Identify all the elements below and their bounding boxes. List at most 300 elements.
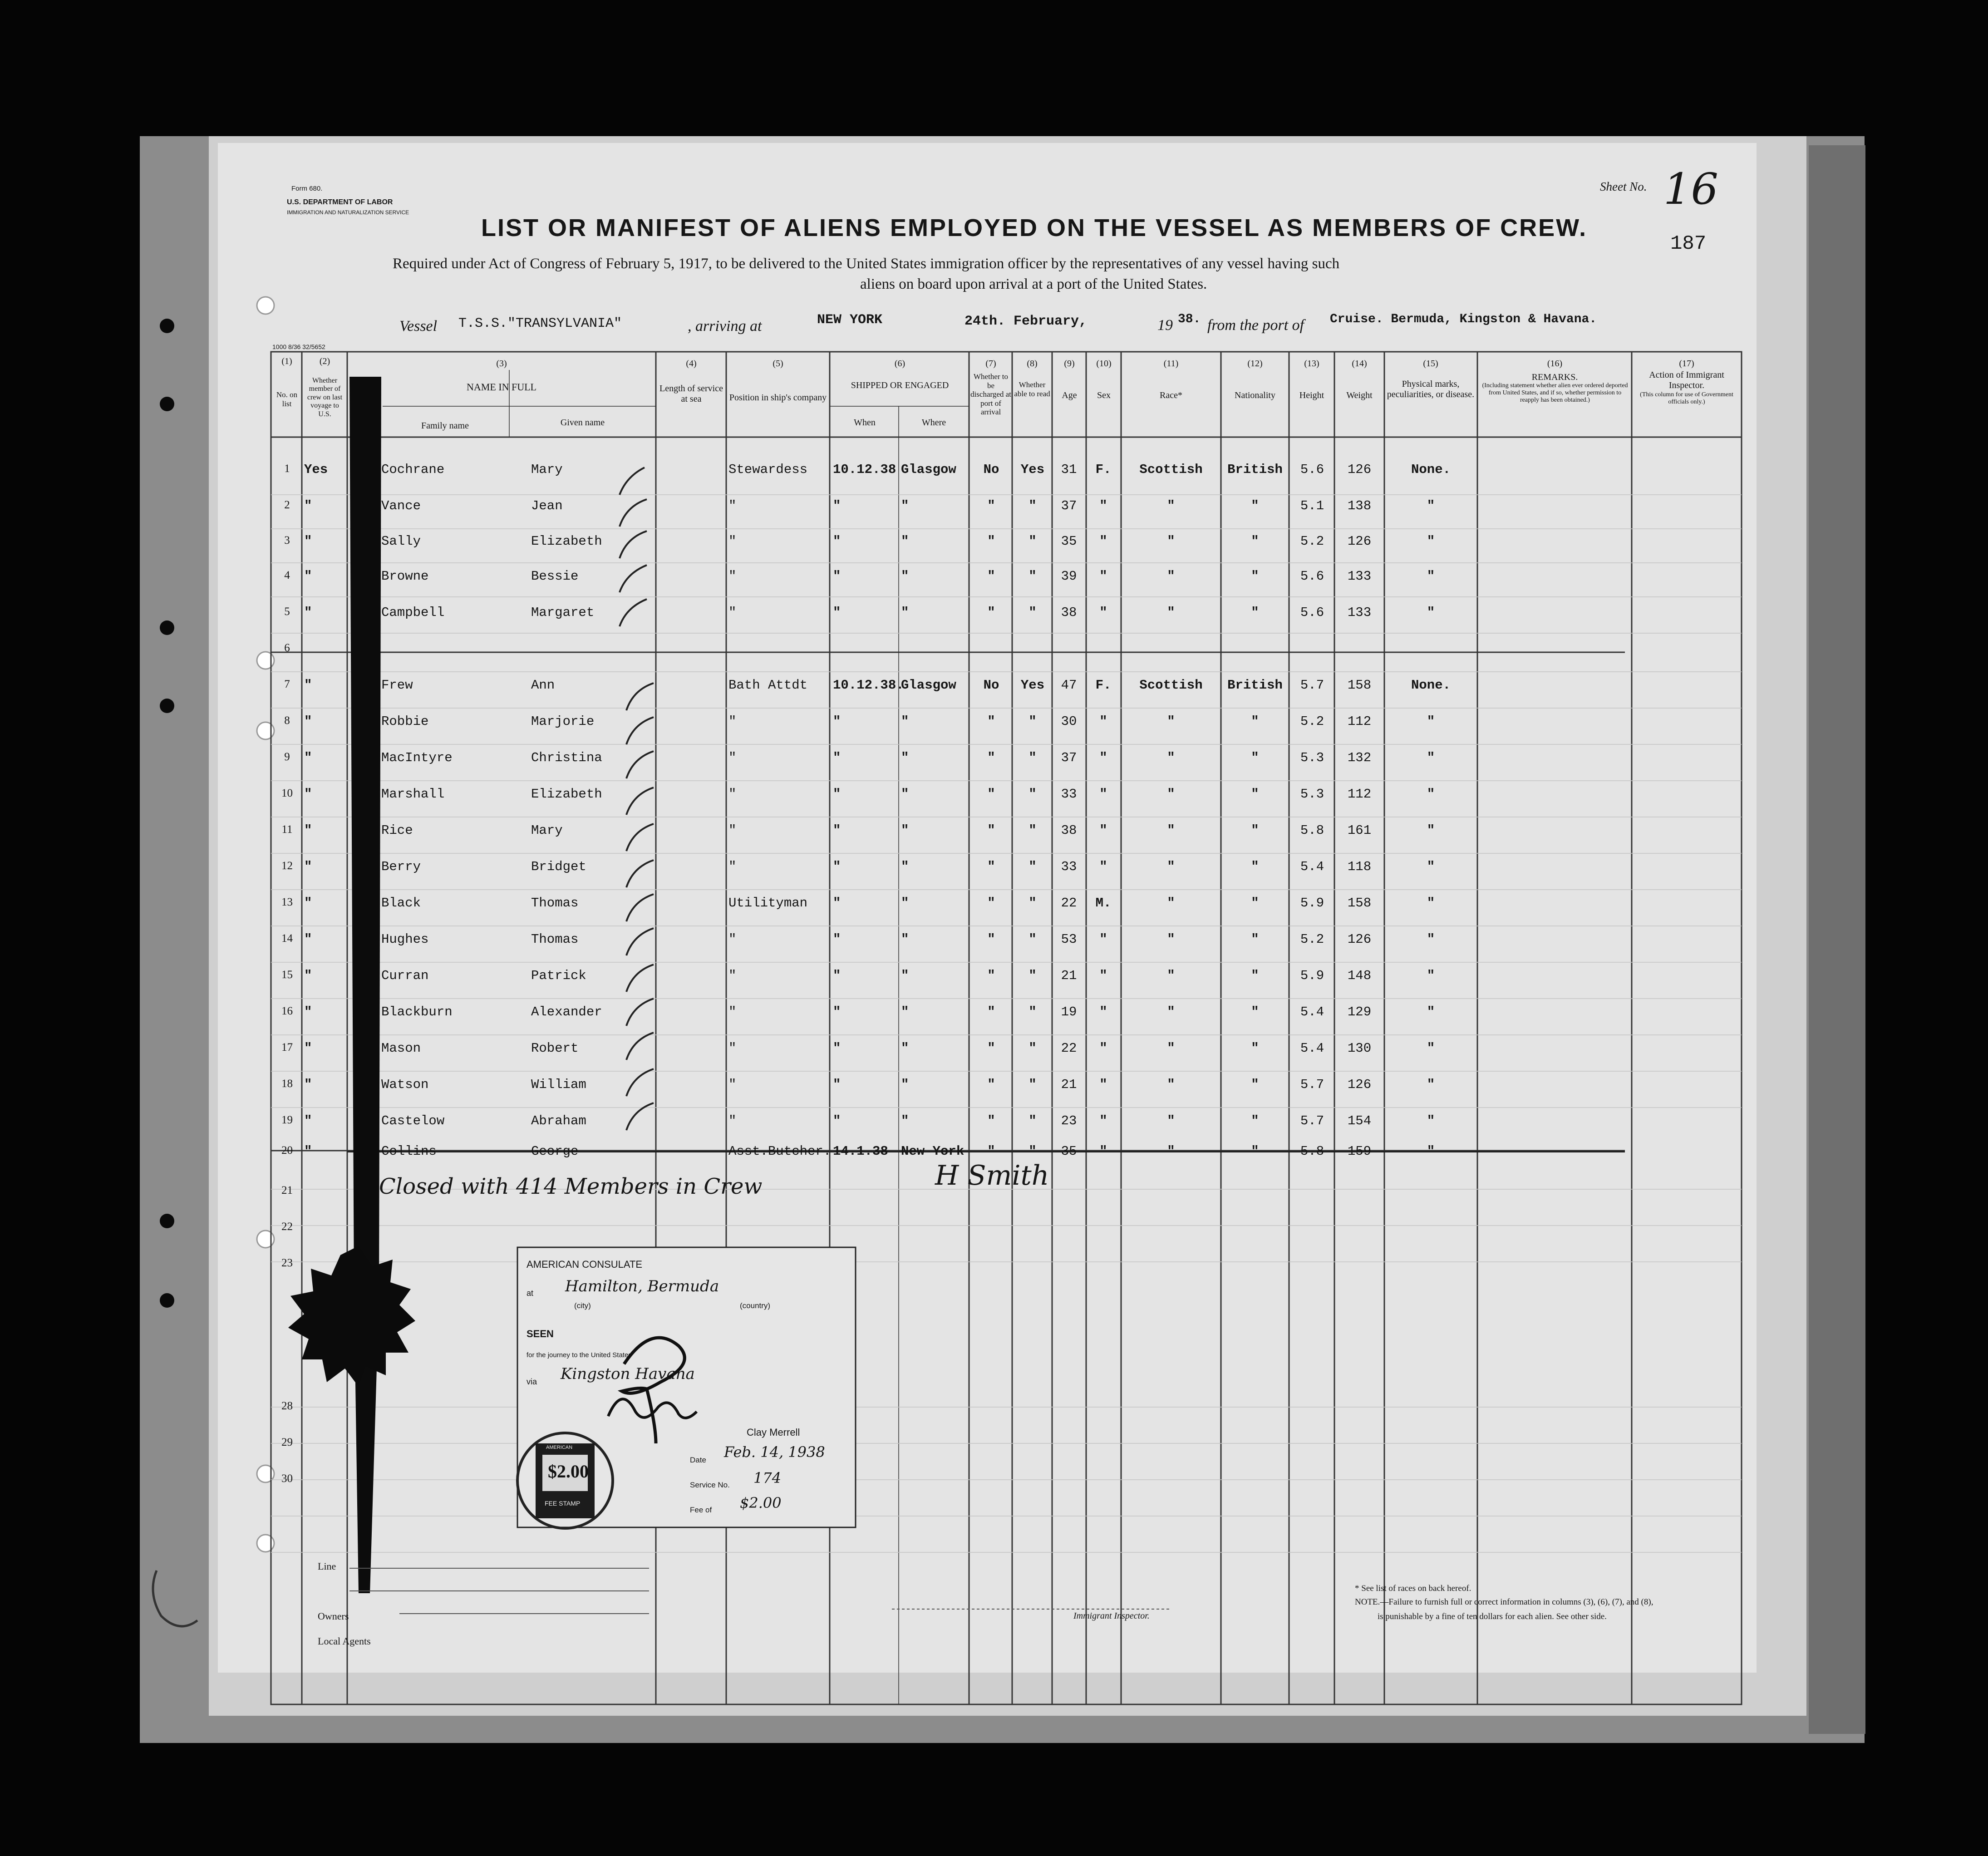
cell-no: 10 [281, 787, 293, 799]
cell-discharge: " [987, 1113, 995, 1128]
col-given-name: Given name [560, 418, 605, 428]
cell-family: Campbell [381, 605, 445, 620]
cell-given: Bessie [531, 569, 579, 584]
visa-date-label: Date [690, 1456, 706, 1464]
cell-nationality: " [1251, 1113, 1259, 1128]
col-num: (7) [985, 359, 996, 369]
cell-position: " [728, 1004, 737, 1019]
cell-no: 13 [281, 896, 293, 908]
city-label: (city) [574, 1301, 591, 1310]
cell-age: 38 [1061, 823, 1077, 838]
cell-read: " [1028, 1077, 1037, 1092]
cell-weight: 126 [1347, 1077, 1372, 1092]
cell-when: 10.12.38. [833, 678, 904, 693]
col-no-on-list: No. on list [276, 390, 298, 408]
vessel-label: Vessel [399, 318, 438, 335]
cell-no: 16 [281, 1005, 293, 1017]
cell-family: Cochrane [381, 462, 445, 477]
cell-given: William [531, 1077, 586, 1092]
col-shipped-engaged: SHIPPED OR ENGAGED [851, 380, 949, 390]
cell-no: 6 [284, 642, 290, 654]
cell-when: " [833, 714, 841, 729]
cell-no: 7 [284, 678, 290, 690]
cell-where: " [901, 534, 909, 549]
cell-race: " [1167, 1113, 1175, 1128]
cell-given: Marjorie [531, 714, 595, 729]
cell-when: 10.12.38 [833, 462, 896, 477]
seen-label: SEEN [527, 1328, 554, 1339]
cell-sex: " [1099, 605, 1107, 620]
year-prefix: 19 [1157, 317, 1173, 334]
col-num: (2) [319, 356, 330, 366]
cell-race: " [1167, 569, 1175, 584]
col-remarks: REMARKS. [1531, 372, 1578, 382]
arrival-port: NEW YORK [817, 312, 883, 328]
cell-read: " [1028, 750, 1037, 765]
cell-member: " [304, 859, 312, 874]
col-race: Race* [1160, 390, 1182, 400]
cell-given: Elizabeth [531, 787, 602, 802]
cell-when: " [833, 498, 841, 513]
cell-weight: 161 [1347, 823, 1372, 838]
cell-weight: 112 [1347, 714, 1372, 729]
cell-given: Ann [531, 678, 555, 693]
cell-nationality: " [1251, 823, 1259, 838]
cell-no: 1 [284, 463, 290, 475]
cell-discharge: " [987, 1077, 995, 1092]
cell-race: Scottish [1139, 678, 1203, 693]
cell-height: 5.9 [1300, 968, 1324, 983]
cell-where: " [901, 968, 909, 983]
cell-marks: " [1427, 605, 1435, 620]
cell-weight: 130 [1347, 1041, 1372, 1056]
via-route: Kingston Havana [561, 1365, 695, 1383]
via-label: via [527, 1377, 537, 1386]
cell-no: 8 [284, 714, 290, 727]
cell-marks: " [1427, 787, 1435, 802]
cell-no: 4 [284, 569, 290, 581]
cell-age: 30 [1061, 714, 1077, 729]
cell-member: " [304, 823, 312, 838]
cell-when: " [833, 750, 841, 765]
cell-position: Stewardess [728, 462, 808, 477]
cell-nationality: " [1251, 605, 1259, 620]
cell-where: " [901, 787, 909, 802]
cell-read: " [1028, 569, 1037, 584]
cell-discharge: " [987, 750, 995, 765]
cell-age: 21 [1061, 1077, 1077, 1092]
cell-race: " [1167, 932, 1175, 947]
cell-sex: " [1099, 569, 1107, 584]
cell-height: 5.9 [1300, 896, 1324, 911]
col-num: (6) [894, 359, 905, 369]
cell-age: 47 [1061, 678, 1077, 693]
cell-where: " [901, 823, 909, 838]
cell-when: " [833, 859, 841, 874]
cell-nationality: " [1251, 787, 1259, 802]
backing-sheet-edge [1809, 145, 1865, 1734]
row-number: 23 [281, 1257, 293, 1269]
cell-discharge: " [987, 569, 995, 584]
department: U.S. DEPARTMENT OF LABOR [287, 198, 393, 206]
cell-family: Curran [381, 968, 429, 983]
cell-family: Frew [381, 678, 413, 693]
cell-family: Marshall [381, 787, 445, 802]
col-num: (8) [1027, 359, 1038, 369]
cell-family: Collins [381, 1144, 437, 1159]
cell-age: 37 [1061, 750, 1077, 765]
col-sex: Sex [1097, 390, 1111, 400]
cell-nationality: " [1251, 1041, 1259, 1056]
cell-no: 15 [281, 969, 293, 981]
cell-discharge: " [987, 1004, 995, 1019]
cell-when: " [833, 534, 841, 549]
cell-where: " [901, 605, 909, 620]
print-code: 1000 8/36 32/5652 [272, 343, 325, 350]
cell-discharge: " [987, 1041, 995, 1056]
cell-race: " [1167, 498, 1175, 513]
col-age: Age [1062, 390, 1077, 400]
cell-given: Jean [531, 498, 563, 513]
cell-family: Black [381, 896, 421, 911]
cell-family: Mason [381, 1041, 421, 1056]
col-num: (14) [1352, 359, 1367, 369]
col-position: Position in ship's company [729, 393, 827, 403]
cell-family: Castelow [381, 1113, 445, 1128]
cell-nationality: " [1251, 750, 1259, 765]
cell-read: " [1028, 1041, 1037, 1056]
col-num: (12) [1247, 359, 1263, 369]
cell-sex: " [1099, 1144, 1107, 1159]
cell-where: " [901, 714, 909, 729]
cell-height: 5.4 [1300, 1004, 1324, 1019]
cell-when: " [833, 1113, 841, 1128]
cell-no: 18 [281, 1078, 293, 1090]
cell-weight: 148 [1347, 968, 1372, 983]
cell-race: " [1167, 823, 1175, 838]
col-length-of-service: Length of service at sea [659, 384, 723, 404]
cell-discharge: " [987, 714, 995, 729]
cell-discharge: " [987, 498, 995, 513]
closing-note: Closed with 414 Members in Crew [379, 1174, 763, 1199]
cell-discharge: No [983, 678, 999, 693]
cell-family: Sally [381, 534, 421, 549]
cell-race: " [1167, 605, 1175, 620]
cell-race: " [1167, 787, 1175, 802]
cell-marks: " [1427, 498, 1435, 513]
arriving-label: , arriving at [688, 318, 762, 335]
consulate-location: Hamilton, Bermuda [565, 1277, 719, 1295]
cell-read: " [1028, 823, 1037, 838]
cell-family: Robbie [381, 714, 429, 729]
cell-discharge: No [983, 462, 999, 477]
cell-age: 19 [1061, 1004, 1077, 1019]
col-num: (15) [1423, 359, 1438, 369]
cell-position: " [728, 714, 737, 729]
cell-family: MacIntyre [381, 750, 453, 765]
consulate-at-label: at [527, 1289, 534, 1298]
cell-weight: 118 [1347, 859, 1372, 874]
cell-where: New York [901, 1144, 964, 1159]
cell-where: " [901, 1041, 909, 1056]
cell-no: 2 [284, 499, 290, 511]
cell-marks: " [1427, 1144, 1435, 1159]
cell-nationality: " [1251, 569, 1259, 584]
cell-age: 33 [1061, 859, 1077, 874]
fee-amount: $2.00 [740, 1494, 782, 1511]
cell-sex: " [1099, 968, 1107, 983]
cell-member: " [304, 1041, 312, 1056]
cell-height: 5.2 [1300, 932, 1324, 947]
form-number: Form 680. [291, 185, 323, 192]
cell-height: 5.2 [1300, 714, 1324, 729]
cell-read: " [1028, 714, 1037, 729]
cell-height: 5.1 [1300, 498, 1324, 513]
cell-sex: " [1099, 534, 1107, 549]
cell-nationality: " [1251, 498, 1259, 513]
footer-races-note: * See list of races on back hereof. [1355, 1584, 1471, 1593]
cell-member: " [304, 534, 312, 549]
cell-where: " [901, 750, 909, 765]
cell-sex: " [1099, 932, 1107, 947]
cell-sex: " [1099, 859, 1107, 874]
cell-family: Browne [381, 569, 429, 584]
cell-weight: 132 [1347, 750, 1372, 765]
cell-member: " [304, 1144, 312, 1159]
service-no-label: Service No. [690, 1481, 730, 1489]
cell-given: Robert [531, 1041, 579, 1056]
stamp-bottom: FEE STAMP [545, 1500, 581, 1507]
col-inspector-action: Action of Immigrant Inspector. [1649, 370, 1724, 390]
cell-sex: " [1099, 714, 1107, 729]
col-name-in-full: NAME IN FULL [467, 381, 536, 393]
cell-race: " [1167, 1144, 1175, 1159]
cell-weight: 126 [1347, 462, 1372, 477]
cell-position: " [728, 1041, 737, 1056]
cell-read: " [1028, 859, 1037, 874]
cell-marks: " [1427, 1077, 1435, 1092]
cell-when: " [833, 896, 841, 911]
cell-marks: " [1427, 859, 1435, 874]
cell-weight: 129 [1347, 1004, 1372, 1019]
cell-given: Thomas [531, 932, 579, 947]
cell-given: Margaret [531, 605, 595, 620]
cell-race: " [1167, 1004, 1175, 1019]
cell-nationality: " [1251, 1144, 1259, 1159]
consular-officer: Clay Merrell [747, 1427, 800, 1438]
journey-label: for the journey to the United States [527, 1351, 632, 1359]
subtitle-line-2: aliens on board upon arrival at a port of the United States. [860, 276, 1207, 292]
cell-age: 33 [1061, 787, 1077, 802]
col-inspector-note: (This column for use of Government officials only.) [1640, 391, 1733, 406]
service: IMMIGRATION AND NATURALIZATION SERVICE [287, 209, 409, 216]
cell-weight: 112 [1347, 787, 1372, 802]
cell-age: 35 [1061, 1144, 1077, 1159]
cell-race: " [1167, 1041, 1175, 1056]
cell-read: " [1028, 968, 1037, 983]
cell-height: 5.6 [1300, 462, 1324, 477]
fee-label: Fee of [690, 1506, 712, 1514]
cell-member: " [304, 750, 312, 765]
cell-nationality: " [1251, 932, 1259, 947]
col-num: (16) [1547, 359, 1563, 369]
cell-where: " [901, 896, 909, 911]
cell-height: 5.4 [1300, 1041, 1324, 1056]
cell-race: Scottish [1139, 462, 1203, 477]
cell-member: " [304, 678, 312, 693]
cell-discharge: " [987, 823, 995, 838]
row-number: 22 [281, 1221, 293, 1233]
row-number: 30 [281, 1472, 293, 1485]
cell-no: 20 [281, 1144, 293, 1157]
manifest-title: LIST OR MANIFEST OF ALIENS EMPLOYED ON THE VESSEL AS MEMBERS OF CREW. [481, 214, 1588, 241]
cell-discharge: " [987, 605, 995, 620]
cell-where: " [901, 1113, 909, 1128]
cell-nationality: " [1251, 859, 1259, 874]
cell-nationality: " [1251, 968, 1259, 983]
col-num: (1) [281, 356, 292, 366]
cell-where: Glasgow [901, 462, 956, 477]
sheet-number: 16 [1663, 164, 1718, 214]
cell-nationality: " [1251, 1077, 1259, 1092]
cell-when: " [833, 968, 841, 983]
col-when: When [854, 418, 876, 428]
cell-family: Watson [381, 1077, 429, 1092]
cell-member: " [304, 1077, 312, 1092]
cell-marks: None. [1411, 462, 1451, 477]
cell-marks: " [1427, 1004, 1435, 1019]
cell-nationality: " [1251, 534, 1259, 549]
cell-position: " [728, 605, 737, 620]
cell-weight: 158 [1347, 678, 1372, 693]
cell-discharge: " [987, 859, 995, 874]
cell-height: 5.8 [1300, 1144, 1324, 1159]
cell-read: Yes [1020, 678, 1045, 693]
cell-discharge: " [987, 968, 995, 983]
cell-nationality: British [1227, 462, 1283, 477]
cell-weight: 133 [1347, 605, 1372, 620]
cell-no: 14 [281, 932, 293, 945]
cell-sex: F. [1095, 678, 1112, 693]
cell-where: " [901, 498, 909, 513]
year-suffix: 38. [1178, 312, 1201, 326]
cell-marks: " [1427, 1041, 1435, 1056]
cell-age: 21 [1061, 968, 1077, 983]
cell-nationality: " [1251, 896, 1259, 911]
cell-age: 31 [1061, 462, 1077, 477]
cell-height: 5.3 [1300, 787, 1324, 802]
cell-discharge: " [987, 534, 995, 549]
cell-when: " [833, 787, 841, 802]
cell-member: " [304, 1004, 312, 1019]
cell-where: " [901, 569, 909, 584]
cell-height: 5.4 [1300, 859, 1324, 874]
col-height: Height [1299, 390, 1324, 400]
cell-height: 5.6 [1300, 569, 1324, 584]
cell-member: " [304, 968, 312, 983]
col-able-to-read: Whether able to read [1014, 380, 1050, 398]
cell-discharge: " [987, 787, 995, 802]
cell-given: Thomas [531, 896, 579, 911]
col-family-name: Family name [421, 421, 469, 431]
cell-marks: " [1427, 534, 1435, 549]
cell-given: Abraham [531, 1113, 586, 1128]
cell-member: " [304, 896, 312, 911]
col-num: (17) [1679, 359, 1694, 369]
cell-member: " [304, 932, 312, 947]
cell-read: " [1028, 1144, 1037, 1159]
cell-given: Elizabeth [531, 534, 602, 549]
page-stamp: 187 [1670, 232, 1707, 255]
country-label: (country) [740, 1301, 771, 1310]
col-physical-marks: Physical marks, peculiarities, or disease. [1387, 379, 1475, 399]
cell-race: " [1167, 968, 1175, 983]
cell-marks: " [1427, 714, 1435, 729]
cell-no: 11 [281, 823, 293, 836]
cell-when: " [833, 1077, 841, 1092]
col-discharged: Whether to be discharged at port of arrival [970, 372, 1011, 417]
cell-discharge: " [987, 932, 995, 947]
cell-position: " [728, 534, 737, 549]
cell-family: Rice [381, 823, 413, 838]
footer-note-1: NOTE.—Failure to furnish full or correct information in columns (3), (6), (7), and (8), [1355, 1597, 1653, 1607]
from-port-label: from the port of [1207, 317, 1304, 334]
cell-sex: " [1099, 1077, 1107, 1092]
cell-member: Yes [304, 462, 328, 477]
subtitle-line-1: Required under Act of Congress of February 5, 1917, to be delivered to the United States immigration officer by the representatives of any vessel having such [393, 256, 1340, 272]
cell-height: 5.6 [1300, 605, 1324, 620]
cell-discharge: " [987, 1144, 995, 1159]
cell-weight: 159 [1347, 1144, 1372, 1159]
cell-where: " [901, 859, 909, 874]
cell-race: " [1167, 896, 1175, 911]
row-number: 29 [281, 1436, 293, 1448]
cell-marks: " [1427, 750, 1435, 765]
cell-age: 53 [1061, 932, 1077, 947]
cell-read: " [1028, 896, 1037, 911]
cell-family: Blackburn [381, 1004, 453, 1019]
cell-member: " [304, 714, 312, 729]
cell-height: 5.3 [1300, 750, 1324, 765]
cell-marks: " [1427, 1113, 1435, 1128]
cell-when: " [833, 1004, 841, 1019]
cell-where: " [901, 932, 909, 947]
cell-marks: " [1427, 932, 1435, 947]
cell-no: 5 [284, 606, 290, 618]
arrival-date: 24th. February, [964, 314, 1087, 329]
cell-height: 5.7 [1300, 678, 1324, 693]
cell-discharge: " [987, 896, 995, 911]
cell-given: Mary [531, 462, 563, 477]
cell-member: " [304, 787, 312, 802]
cell-read: " [1028, 1004, 1037, 1019]
cell-weight: 154 [1347, 1113, 1372, 1128]
cell-marks: None. [1411, 678, 1451, 693]
cell-read: " [1028, 605, 1037, 620]
cell-position: " [728, 569, 737, 584]
cell-sex: F. [1095, 462, 1112, 477]
col-num: (4) [686, 359, 697, 369]
cell-position: " [728, 1077, 737, 1092]
cell-marks: " [1427, 823, 1435, 838]
cell-read: " [1028, 534, 1037, 549]
cell-no: 17 [281, 1041, 293, 1054]
footer-line-label: Line [318, 1561, 336, 1572]
footer-inspector-label: Immigrant Inspector. [1073, 1611, 1150, 1621]
cell-position: " [728, 859, 737, 874]
cell-position: " [728, 823, 737, 838]
cell-age: 39 [1061, 569, 1077, 584]
